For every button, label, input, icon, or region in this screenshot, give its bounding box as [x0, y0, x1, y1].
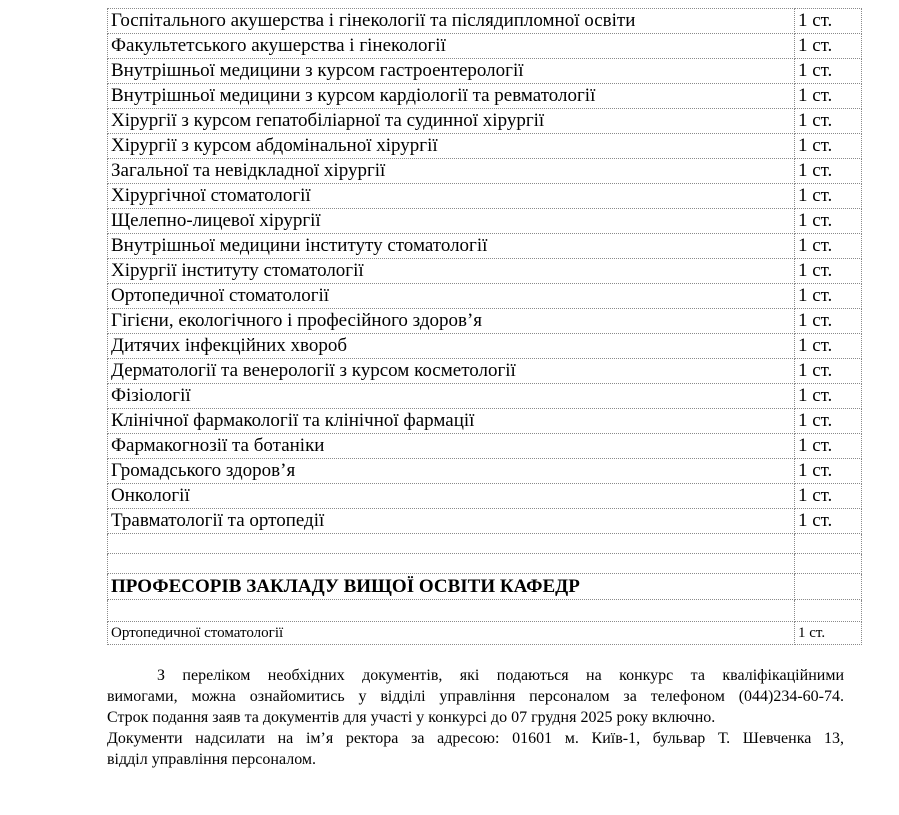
- department-name: Загальної та невідкладної хірургії: [108, 159, 795, 184]
- position-count: 1 ст.: [795, 209, 862, 234]
- position-count: 1 ст.: [795, 484, 862, 509]
- department-name: Факультетського акушерства і гінекології: [108, 34, 795, 59]
- table-row: [108, 184, 862, 209]
- vacancy-table: [107, 8, 862, 645]
- position-count: 1 ст.: [795, 84, 862, 109]
- table-row: [108, 309, 862, 334]
- position-count: 1 ст.: [795, 159, 862, 184]
- table-row: [108, 484, 862, 509]
- table-row: [108, 359, 862, 384]
- position-count: 1 ст.: [795, 384, 862, 409]
- table-row: [108, 459, 862, 484]
- position-count: 1 ст.: [795, 309, 862, 334]
- department-name: Онкології: [108, 484, 795, 509]
- position-count: 1 ст.: [795, 259, 862, 284]
- table-row: [108, 434, 862, 459]
- table-row: [108, 209, 862, 234]
- blank-row: [108, 554, 862, 574]
- department-name: Щелепно-лицевої хірургії: [108, 209, 795, 234]
- department-name: Дитячих інфекційних хвороб: [108, 334, 795, 359]
- position-count: 1 ст.: [795, 434, 862, 459]
- blank-row: [108, 534, 862, 554]
- professor-row: [108, 622, 862, 645]
- department-name: Дерматології та венерології з курсом косметології: [108, 359, 795, 384]
- notice-line-1: З переліком необхідних документів, які подаються на конкурс та кваліфікаційними: [157, 667, 844, 684]
- position-count: 1 ст.: [795, 109, 862, 134]
- department-name: Внутрішньої медицини інституту стоматології: [108, 234, 795, 259]
- table-row: [108, 34, 862, 59]
- department-name: Внутрішньої медицини з курсом кардіології та ревматології: [108, 84, 795, 109]
- notice-line-5: відділ управління персоналом.: [107, 751, 317, 768]
- table-row: [108, 384, 862, 409]
- position-count: 1 ст.: [795, 134, 862, 159]
- position-count: 1 ст.: [795, 184, 862, 209]
- table-row: [108, 109, 862, 134]
- position-count: 1 ст.: [795, 334, 862, 359]
- department-name: Гігієни, екологічного і професійного здоров’я: [108, 309, 795, 334]
- table-row: [108, 509, 862, 534]
- position-count: 1 ст.: [795, 34, 862, 59]
- vacancy-rows: [108, 9, 862, 534]
- notice-line-2: вимогами, можна ознайомитись у відділі управління персоналом за телефоном (044)234-60-74.: [107, 688, 844, 705]
- table-row: [108, 59, 862, 84]
- blank-row: [108, 600, 862, 622]
- department-name: Хірургії інституту стоматології: [108, 259, 795, 284]
- position-count: 1 ст.: [795, 509, 862, 534]
- table-row: [108, 159, 862, 184]
- table-row: [108, 259, 862, 284]
- position-count: 1 ст.: [795, 234, 862, 259]
- department-name: Хірургії з курсом гепатобіліарної та судинної хірургії: [108, 109, 795, 134]
- position-count: 1 ст.: [795, 359, 862, 384]
- table-row: [108, 409, 862, 434]
- position-count: 1 ст.: [795, 409, 862, 434]
- department-name: Хірургії з курсом абдомінальної хірургії: [108, 134, 795, 159]
- table-row: [108, 234, 862, 259]
- notice-line-3: Строк подання заяв та документів для участі у конкурсі до 07 грудня 2025 року включно.: [107, 709, 716, 726]
- notice-text: [107, 665, 844, 770]
- department-name: Травматології та ортопедії: [108, 509, 795, 534]
- department-name: Хірургічної стоматології: [108, 184, 795, 209]
- section-heading: ПРОФЕСОРІВ ЗАКЛАДУ ВИЩОЇ ОСВІТИ КАФЕДР: [108, 574, 795, 600]
- position-count: 1 ст.: [795, 459, 862, 484]
- table-row: [108, 134, 862, 159]
- position-count: 1 ст.: [795, 622, 862, 645]
- table-row: [108, 9, 862, 34]
- department-name: Внутрішньої медицини з курсом гастроентерології: [108, 59, 795, 84]
- position-count: 1 ст.: [795, 284, 862, 309]
- department-name: Ортопедичної стоматології: [108, 622, 795, 645]
- position-count: 1 ст.: [795, 59, 862, 84]
- department-name: Громадського здоров’я: [108, 459, 795, 484]
- table-row: [108, 284, 862, 309]
- position-count: 1 ст.: [795, 9, 862, 34]
- department-name: Ортопедичної стоматології: [108, 284, 795, 309]
- department-name: Фармакогнозії та ботаніки: [108, 434, 795, 459]
- table-row: [108, 84, 862, 109]
- department-name: Фізіології: [108, 384, 795, 409]
- department-name: Клінічної фармакології та клінічної фармації: [108, 409, 795, 434]
- table-row: [108, 334, 862, 359]
- notice-line-4: Документи надсилати на ім’я ректора за адресою: 01601 м. Київ-1, бульвар Т. Шевченка 13,: [107, 730, 844, 747]
- section-heading-row: [108, 574, 862, 600]
- department-name: Госпітального акушерства і гінекології та післядипломної освіти: [108, 9, 795, 34]
